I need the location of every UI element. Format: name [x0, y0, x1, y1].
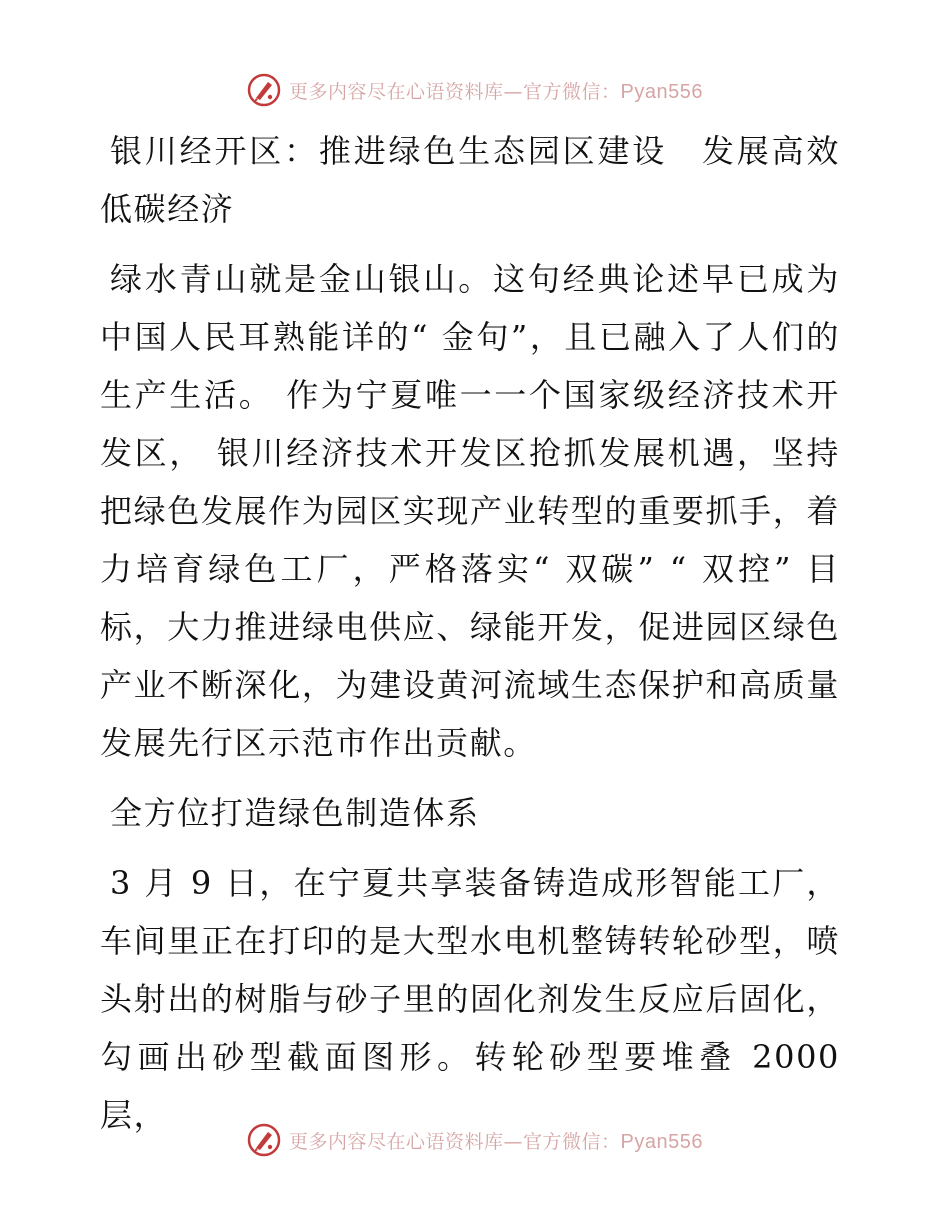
watermark-text: 更多内容尽在心语资料库—官方微信：Pyan556 [289, 1130, 703, 1153]
paragraph: 3 月 9 日，在宁夏共享装备铸造成形智能工厂，车间里正在打印的是大型水电机整铸转轮砂型，喷头射出的树脂与砂子里的固化剂发生反应后固化，勾画出砂型截面图形。转轮砂型要堆叠 2000 层， [100, 864, 840, 1134]
pen-logo-icon [247, 1123, 281, 1157]
document-title: 银川经开区：推进绿色生态园区建设 发展高效低碳经济 [100, 132, 840, 228]
watermark-text: 更多内容尽在心语资料库—官方微信：Pyan556 [289, 80, 703, 103]
watermark-footer [0, 1120, 950, 1160]
watermark-header [0, 70, 950, 110]
document-body [100, 122, 840, 1144]
section-heading: 全方位打造绿色制造体系 [110, 794, 480, 832]
pen-logo-icon [247, 73, 281, 107]
paragraph: 绿水青山就是金山银山。这句经典论述早已成为中国人民耳熟能详的“ 金句”，且已融入了人们的生产生活。 作为宁夏唯一一个国家级经济技术开发区， 银川经济技术开发区抢抓发展机遇，坚持把绿色发展作为园区实现产业转型的重要抓手，着力培育绿色工厂，严格落实“ 双碳” “ 双控” 目标，大力推进绿电供应、绿能开发，促进园区绿色产业不断深化，为建设黄河流域生态保护和高质量发展先行区示范市作出贡献。 [100, 260, 840, 762]
